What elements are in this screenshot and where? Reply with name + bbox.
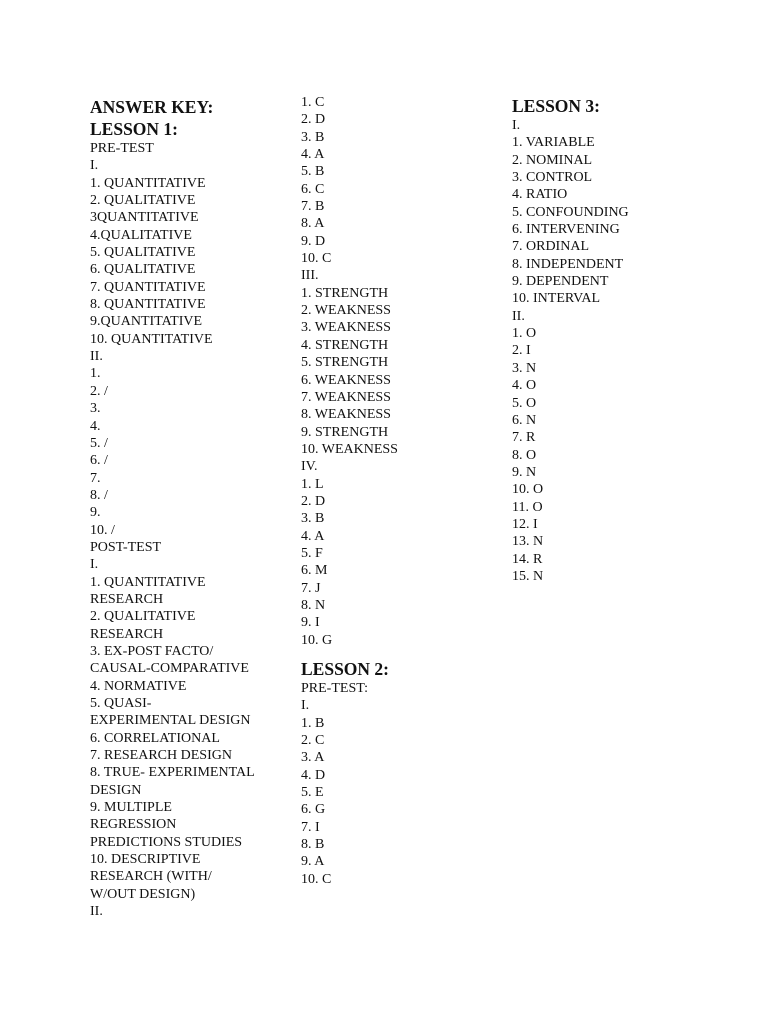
answer-line: 7. RESEARCH DESIGN: [90, 748, 232, 764]
answer-line: 10. INTERVAL: [512, 291, 601, 307]
answer-line: 3. CONTROL: [512, 170, 593, 186]
answer-line: RESEARCH: [90, 626, 164, 642]
answer-line: 2. QUALITATIVE: [90, 193, 196, 209]
answer-line: 9.: [90, 505, 101, 521]
answer-line: 6. WEAKNESS: [301, 372, 391, 388]
answer-line: 2. D: [301, 493, 326, 509]
answer-line: PRE-TEST: [90, 141, 154, 156]
answer-line: 4. O: [512, 378, 537, 394]
answer-line: 12. I: [512, 516, 538, 532]
answer-line: 5. B: [301, 164, 325, 180]
answer-line: I.: [512, 118, 521, 133]
answer-line: 5. QUALITATIVE: [90, 245, 196, 261]
answer-line: II.: [512, 308, 525, 324]
answer-line: 1. L: [301, 476, 324, 492]
section-heading: LESSON 3:: [512, 96, 601, 116]
answer-line: 9. MULTIPLE: [90, 800, 172, 816]
answer-line: 7. WEAKNESS: [301, 389, 391, 405]
answer-line: RESEARCH: [90, 591, 164, 607]
answer-line: 10. /: [90, 522, 115, 538]
answer-line: 13. N: [512, 534, 544, 550]
answer-line: 1. QUANTITATIVE: [90, 175, 206, 191]
answer-line: 8. TRUE- EXPERIMENTAL: [90, 765, 255, 781]
answer-line: CAUSAL-COMPARATIVE: [90, 661, 249, 677]
answer-line: 2. NOMINAL: [512, 152, 593, 168]
answer-line: 1. STRENGTH: [301, 285, 389, 301]
answer-line: 9. A: [301, 854, 325, 870]
answer-line: 4. A: [301, 147, 325, 163]
answer-line: 14. R: [512, 551, 543, 567]
answer-line: 10. C: [301, 871, 332, 887]
answer-line: 3. N: [512, 360, 537, 376]
answer-line: 6. INTERVENING: [512, 222, 620, 238]
answer-line: 8. INDEPENDENT: [512, 256, 624, 272]
answer-line: 7. QUANTITATIVE: [90, 279, 206, 295]
answer-line: 9. D: [301, 233, 326, 249]
answer-line: 2. I: [512, 343, 531, 359]
answer-line: 6. M: [301, 563, 328, 579]
answer-column-3: [512, 96, 732, 585]
answer-line: 1. QUANTITATIVE: [90, 574, 206, 590]
answer-line: 6. G: [301, 802, 326, 818]
answer-line: 1. VARIABLE: [512, 135, 595, 151]
answer-line: 8. A: [301, 216, 325, 232]
answer-line: III.: [301, 268, 319, 284]
answer-line: 6. N: [512, 412, 537, 428]
answer-line: 5. STRENGTH: [301, 355, 389, 371]
answer-line: 11. O: [512, 499, 543, 515]
answer-line: 4. D: [301, 767, 326, 783]
answer-line: 1.: [90, 366, 101, 382]
answer-line: 6. CORRELATIONAL: [90, 730, 220, 746]
answer-line: 4.QUALITATIVE: [90, 227, 192, 243]
answer-line: 15. N: [512, 568, 544, 584]
section-heading: LESSON 1:: [90, 119, 179, 139]
answer-line: 3. B: [301, 129, 325, 145]
section-heading: ANSWER KEY:: [90, 97, 214, 117]
answer-line: 4. NORMATIVE: [90, 678, 187, 694]
answer-line: REGRESSION: [90, 817, 177, 833]
answer-line: II.: [90, 904, 103, 920]
answer-line: 10. O: [512, 482, 544, 498]
answer-line: 7. B: [301, 199, 325, 215]
answer-line: RESEARCH (WITH/: [90, 869, 212, 885]
answer-line: 7. ORDINAL: [512, 239, 589, 255]
answer-line: 8. WEAKNESS: [301, 407, 391, 423]
answer-line: 2. QUALITATIVE: [90, 609, 196, 625]
answer-line: 1. C: [301, 95, 325, 110]
answer-line: 5. F: [301, 545, 323, 561]
answer-line: 10. C: [301, 251, 332, 267]
answer-line: 5. QUASI-: [90, 696, 152, 711]
answer-line: 3. A: [301, 750, 325, 766]
section-heading: LESSON 2:: [301, 659, 390, 679]
answer-line: 9.QUANTITATIVE: [90, 314, 203, 330]
answer-line: 10. DESCRIPTIVE: [90, 852, 201, 868]
answer-line: 8. O: [512, 447, 537, 463]
answer-line: DESIGN: [90, 782, 142, 798]
answer-line: I.: [90, 158, 99, 174]
answer-line: 10. G: [301, 632, 333, 648]
answer-line: IV.: [301, 459, 318, 475]
answer-line: 10. QUANTITATIVE: [90, 331, 213, 347]
answer-line: POST-TEST: [90, 539, 162, 555]
answer-line: 7.: [90, 470, 101, 486]
answer-line: 3QUANTITATIVE: [90, 210, 199, 226]
answer-line: 9. DEPENDENT: [512, 274, 609, 290]
answer-line: 5. E: [301, 785, 324, 801]
answer-line: II.: [90, 349, 103, 365]
answer-line: 8. B: [301, 837, 325, 853]
answer-line: 10. WEAKNESS: [301, 441, 398, 457]
answer-line: 9. N: [512, 464, 537, 480]
answer-line: 2. D: [301, 112, 326, 128]
answer-line: 6. /: [90, 453, 108, 469]
answer-line: 4.: [90, 418, 101, 434]
answer-line: 8. /: [90, 487, 108, 503]
answer-line: 5. /: [90, 435, 108, 451]
answer-line: 2. C: [301, 733, 325, 749]
answer-line: 5. CONFOUNDING: [512, 204, 629, 220]
answer-line: 8. QUANTITATIVE: [90, 297, 206, 313]
answer-line: 7. R: [512, 430, 536, 446]
answer-line: 2. WEAKNESS: [301, 303, 391, 319]
section-spacer: [301, 649, 501, 659]
answer-line: 9. STRENGTH: [301, 424, 389, 440]
answer-line: 7. J: [301, 580, 321, 596]
answer-line: 5. O: [512, 395, 537, 411]
answer-line: 3. WEAKNESS: [301, 320, 391, 336]
answer-line: EXPERIMENTAL DESIGN: [90, 713, 251, 729]
answer-line: 8. N: [301, 597, 326, 613]
answer-line: 3. B: [301, 511, 325, 527]
answer-line: 4. RATIO: [512, 187, 568, 203]
answer-line: 2. /: [90, 383, 108, 399]
answer-line: 4. STRENGTH: [301, 337, 389, 353]
answer-line: 4. A: [301, 528, 325, 544]
answer-line: 7. I: [301, 819, 320, 835]
answer-column-1: [90, 96, 285, 920]
answer-line: 1. B: [301, 715, 325, 731]
answer-column-2: [301, 94, 501, 888]
answer-line: 3.: [90, 401, 101, 417]
answer-line: 3. EX-POST FACTO/: [90, 643, 214, 659]
answer-line: 1. O: [512, 326, 537, 342]
answer-line: 9. I: [301, 615, 320, 631]
answer-line: 6. C: [301, 181, 325, 197]
answer-line: PREDICTIONS STUDIES: [90, 834, 243, 850]
answer-line: W/OUT DESIGN): [90, 886, 196, 902]
answer-line: PRE-TEST:: [301, 681, 368, 696]
answer-line: I.: [90, 557, 99, 573]
answer-line: I.: [301, 698, 310, 714]
answer-line: 6. QUALITATIVE: [90, 262, 196, 278]
